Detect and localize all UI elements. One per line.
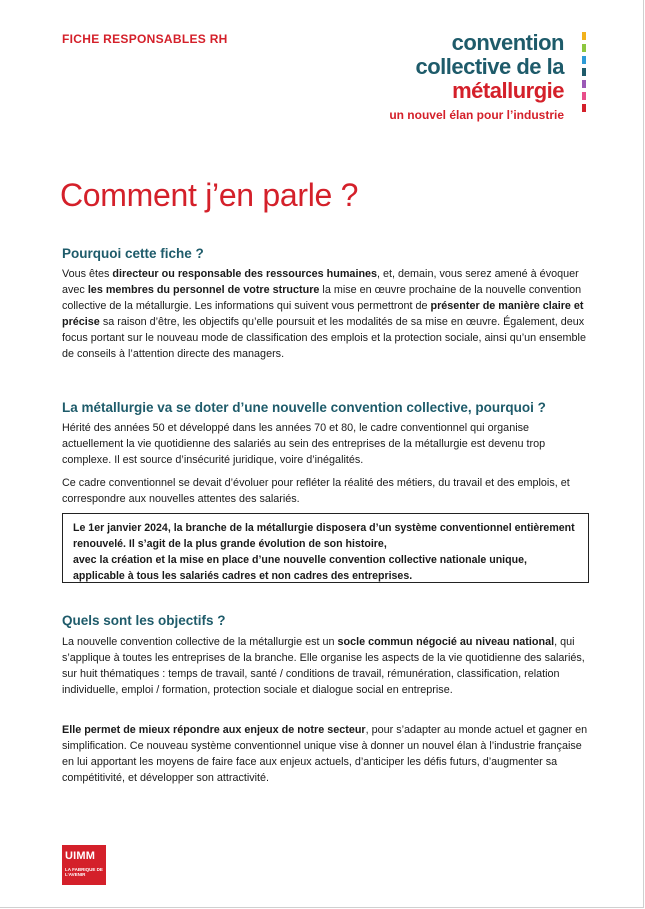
- key-date-callout: [62, 513, 589, 583]
- convention-logo: [360, 30, 586, 130]
- logo-line-metallurgie: métallurgie: [452, 78, 564, 103]
- emphasis-text: directeur ou responsable des ressources humaines: [112, 268, 378, 280]
- logo-color-bar: [582, 68, 586, 76]
- body-text: , qui s’applique à toutes les entreprises de la branche. Elle organise les aspects de la vie quotidienne des salariés, sur huit thématiques : temps de travail, santé / conditions de travail, rémunération, classification, relation individuelle, emploi / formation, protection sociale et dialogue social en entreprise.: [62, 636, 585, 696]
- section-title-pourquoi-convention: La métallurgie va se doter d’une nouvelle convention collective, pourquoi ?: [62, 400, 546, 415]
- emphasis-text: socle commun négocié au niveau national: [337, 636, 555, 648]
- logo-color-bar: [582, 80, 586, 88]
- section-paragraph: [62, 420, 590, 468]
- logo-color-bar: [582, 44, 586, 52]
- emphasis-text: les membres du personnel de votre structure: [87, 284, 320, 296]
- section-paragraph: [62, 475, 590, 507]
- logo-color-bar: [582, 32, 586, 40]
- body-text: Ce cadre conventionnel se devait d’évoluer pour refléter la réalité des métiers, du travail et des emplois, et correspondre aux nouvelles attentes des salariés.: [62, 477, 570, 505]
- body-text: , pour s’adapter au monde actuel et gagner en simplification. Ce nouveau système conventionnel unique vise à donner un nouvel élan à l’industrie française en lui apportant les moyens de faire face aux enjeux actuels, d’anticiper les défis futurs, d’augmenter sa compétitivité, et développer son attractivité.: [62, 724, 588, 784]
- logo-line-convention: convention: [451, 30, 564, 55]
- logo-color-bar: [582, 92, 586, 100]
- body-text: Vous êtes: [62, 268, 113, 280]
- body-text: Hérité des années 50 et développé dans les années 70 et 80, le cadre conventionnel qui organise actuellement la vie quotidienne des salariés au sein des entreprises de la métallurgie est devenu trop complexe. Il est source d’insécurité juridique, voire d’inégalités.: [62, 422, 546, 466]
- body-text: La nouvelle convention collective de la métallurgie est un: [62, 636, 338, 648]
- section-title-objectifs: Quels sont les objectifs ?: [62, 613, 226, 628]
- uimm-logo-word: UIMM: [65, 850, 96, 862]
- section-paragraph: [62, 634, 590, 698]
- emphasis-text: présenter de manière claire et précise: [62, 300, 584, 328]
- logo-color-bars: [582, 32, 586, 116]
- document-category-label: FICHE RESPONSABLES RH: [62, 32, 228, 46]
- callout-line: avec la création et la mise en place d’une nouvelle convention collective nationale unique, applicable à tous les salariés cadres et non cadres des entreprises.: [73, 554, 527, 582]
- uimm-logo: [62, 845, 106, 885]
- logo-line-collective: collective de la: [415, 54, 564, 79]
- body-text: , et, demain, vous serez amené à évoquer avec: [62, 268, 579, 296]
- emphasis-text: Elle permet de mieux répondre aux enjeux de notre secteur: [62, 724, 366, 736]
- logo-color-bar: [582, 56, 586, 64]
- callout-line: Le 1er janvier 2024, la branche de la métallurgie disposera d’un système conventionnel entièrement renouvelé. Il s’agit de la plus grande évolution de son histoire,: [73, 522, 575, 550]
- body-text: la mise en œuvre prochaine de la nouvelle convention collective de la métallurgie. Les informations qui suivent vous permettront de: [62, 284, 582, 312]
- section-paragraph: [62, 722, 590, 786]
- body-text: sa raison d’être, les objectifs qu’elle poursuit et les modalités de sa mise en œuvre. Également, deux focus portant sur le nouveau mode de classification des emplois et la protection sociale, ainsi qu’un ensemble de conseils à l’attention directe des managers.: [62, 316, 586, 360]
- page-title: Comment j’en parle ?: [60, 177, 359, 213]
- section-title-pourquoi-fiche: Pourquoi cette fiche ?: [62, 246, 204, 261]
- logo-tagline: un nouvel élan pour l’industrie: [389, 108, 564, 122]
- section-paragraph: [62, 266, 590, 362]
- uimm-logo-tagline: LA FABRIQUE DE L’AVENIR: [65, 867, 103, 877]
- logo-color-bar: [582, 104, 586, 112]
